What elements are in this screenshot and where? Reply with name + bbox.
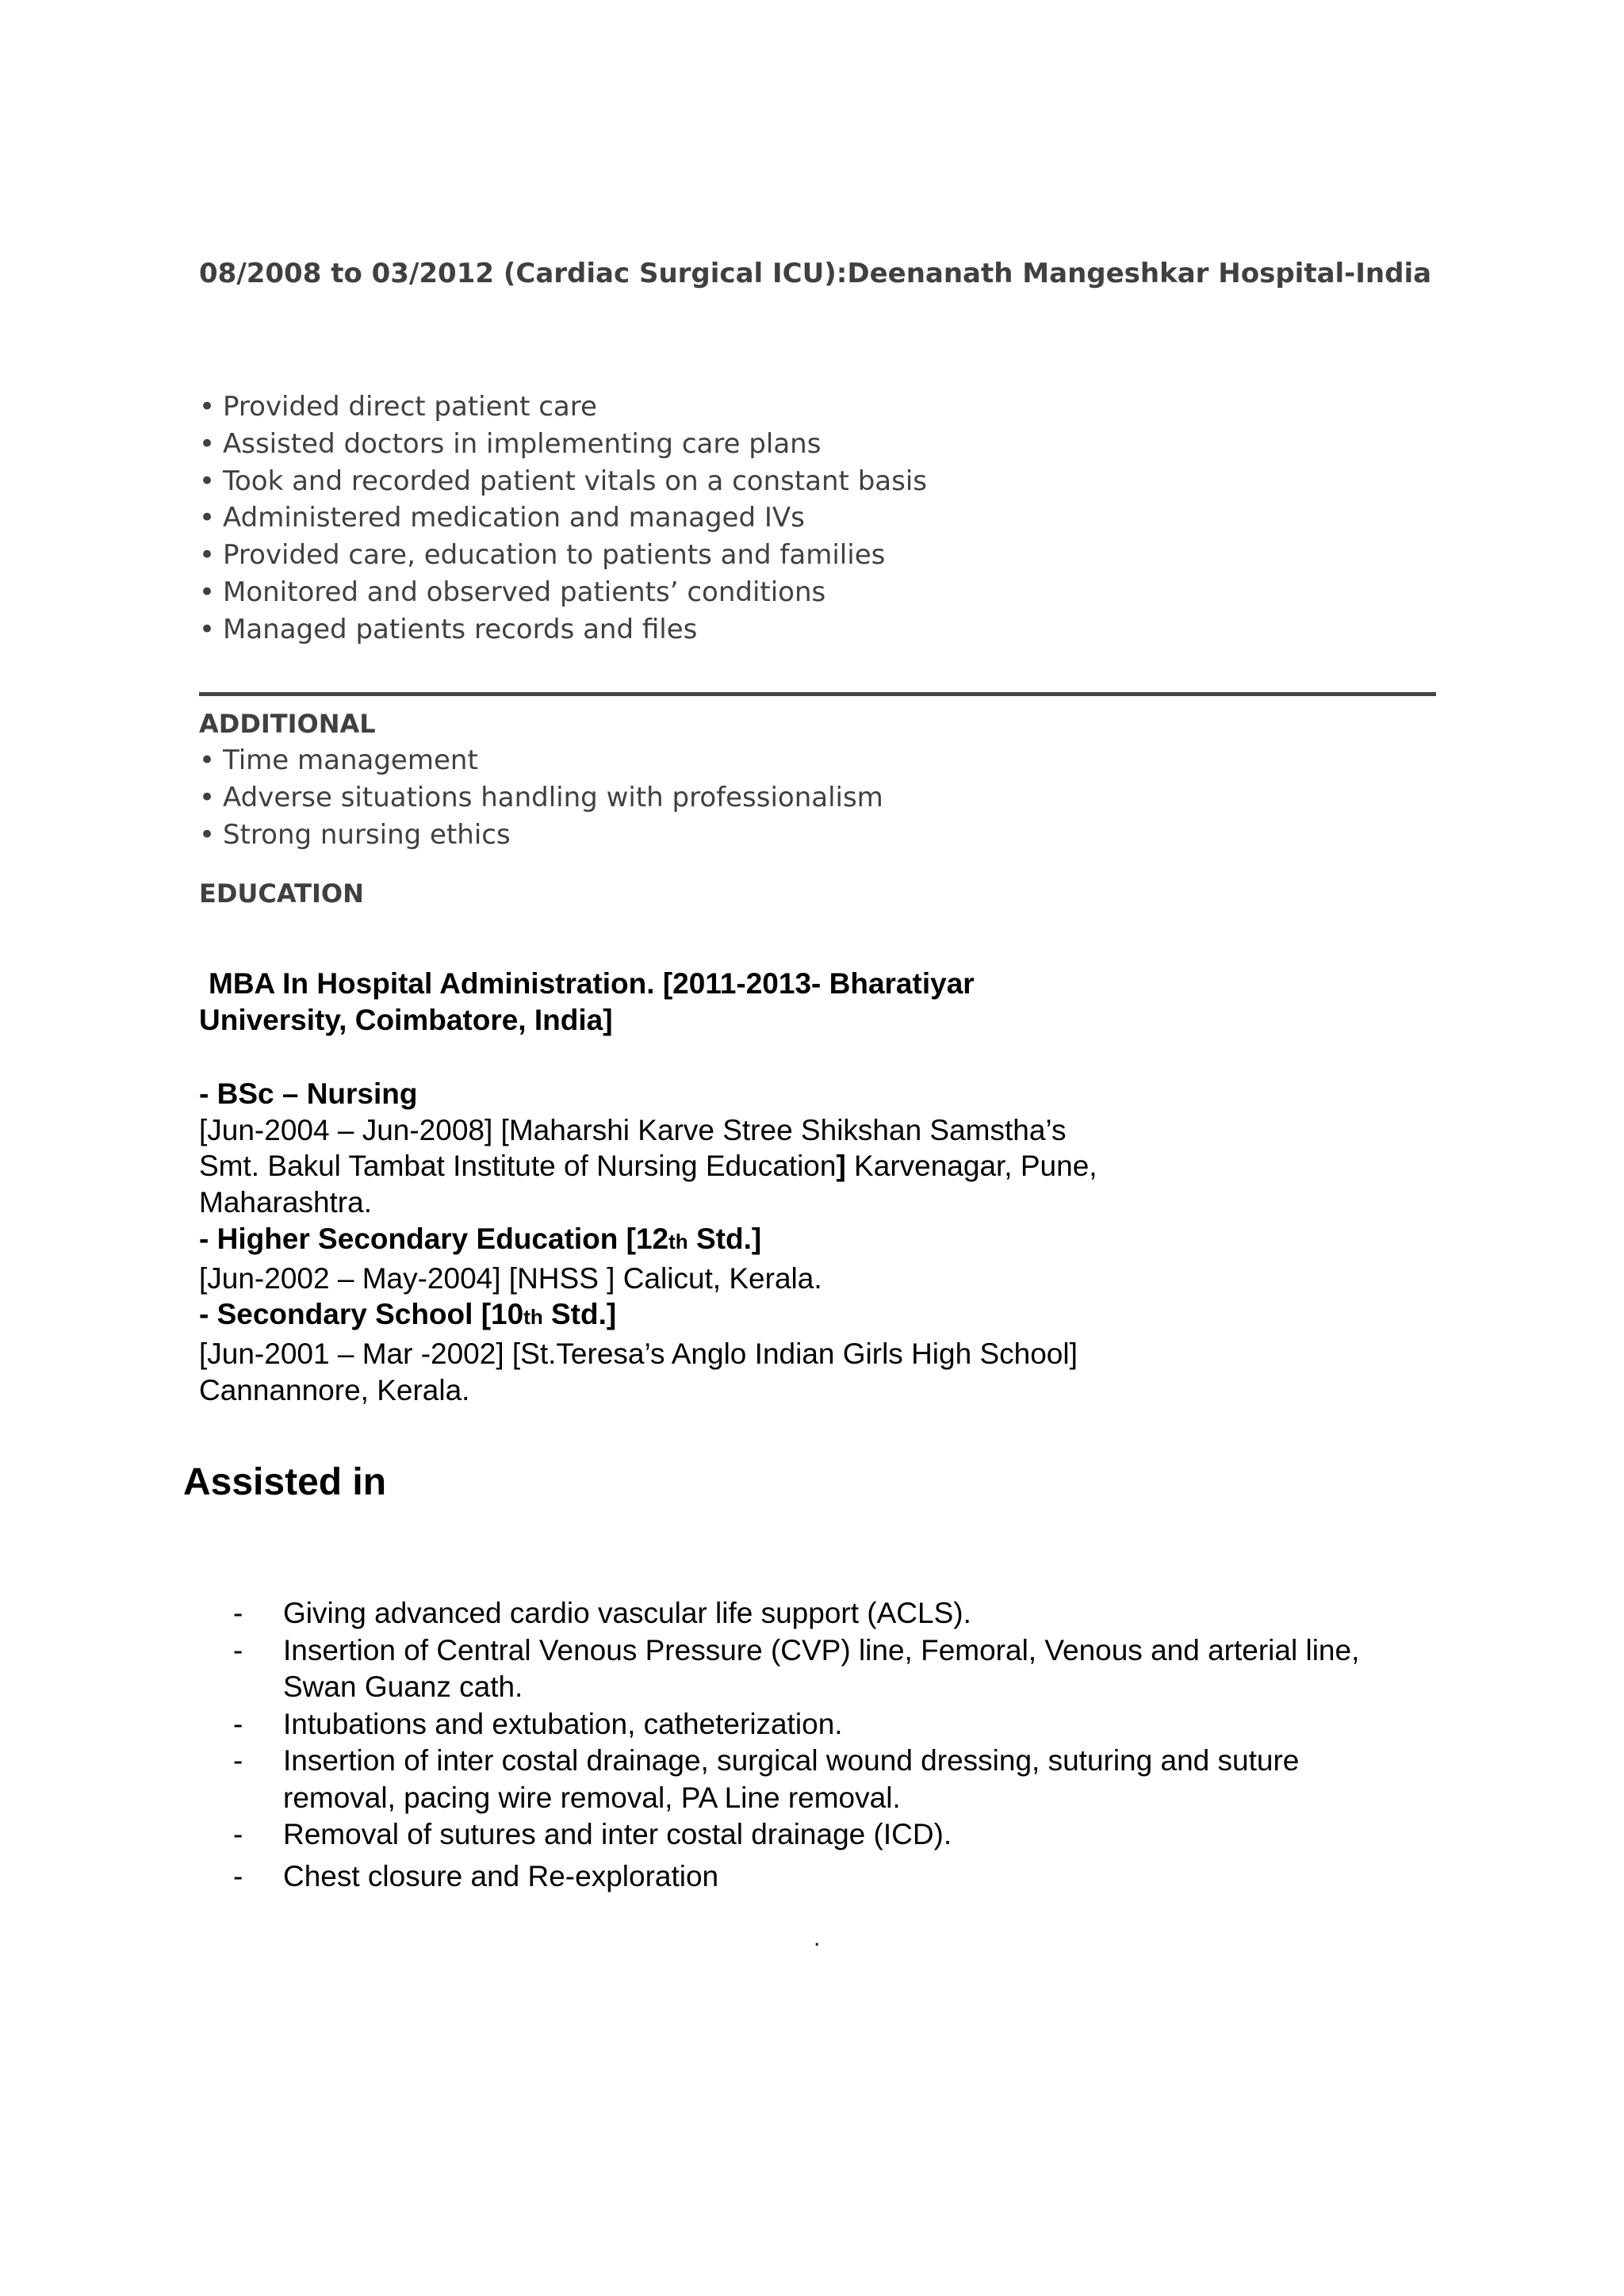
dash-marker: - — [233, 1818, 243, 1850]
bsc-line-1: [Jun-2004 – Jun-2008] [Maharshi Karve Stree Shikshan Samstha’s — [199, 1113, 1067, 1146]
assisted-item-text: Chest closure and Re-exploration — [283, 1859, 719, 1892]
assisted-item-text: Intubations and extubation, catheterization. — [283, 1707, 843, 1740]
assisted-item-text: Insertion of inter costal drainage, surgical wound dressing, suturing and suture — [283, 1744, 1300, 1777]
ss-title — [199, 1296, 1436, 1336]
ss-title-text: - Secondary School [10 — [199, 1298, 524, 1331]
additional-item: • Adverse situations handling with professionalism — [199, 779, 883, 817]
duty-item: • Monitored and observed patients’ conditions — [199, 574, 927, 611]
ss-line-1: [Jun-2001 – Mar -2002] [St.Teresa’s Anglo Indian Girls High School] — [199, 1337, 1078, 1370]
duty-item: • Took and recorded patient vitals on a constant basis — [199, 463, 927, 500]
dash-marker: - — [233, 1633, 243, 1667]
footer-dot: . — [814, 1925, 821, 1951]
duty-item: • Provided direct patient care — [199, 388, 927, 426]
dash-marker: - — [233, 1859, 243, 1892]
ss-title-suffix: th — [523, 1305, 543, 1330]
mba-line-2: University, Coimbatore, India] — [199, 1004, 613, 1036]
education-heading: EDUCATION — [199, 878, 364, 909]
assisted-item — [230, 1743, 1443, 1816]
duties-list — [199, 388, 927, 649]
bsc-location: Karvenagar, Pune, — [845, 1150, 1097, 1183]
bsc-line-3: Maharashtra. — [199, 1186, 372, 1219]
education-mba — [199, 966, 1436, 1039]
duty-item: • Managed patients records and files — [199, 611, 927, 649]
education-details — [199, 1076, 1436, 1408]
bsc-institute: Smt. Bakul Tambat Institute of Nursing Education — [199, 1150, 837, 1183]
ss-title-std: Std.] — [542, 1298, 617, 1331]
ss-line-2: Cannannore, Kerala. — [199, 1373, 470, 1406]
assisted-item — [230, 1706, 1443, 1743]
assisted-item-text-cont: Swan Guanz cath. — [283, 1670, 523, 1703]
duty-item: • Provided care, education to patients and families — [199, 537, 927, 574]
assisted-item — [230, 1858, 1443, 1896]
dash-marker: - — [233, 1744, 243, 1777]
duty-item: • Administered medication and managed IVs — [199, 499, 927, 537]
bsc-title: - BSc – Nursing — [199, 1077, 418, 1110]
hse-title — [199, 1221, 1436, 1261]
section-divider — [199, 692, 1436, 696]
assisted-item — [230, 1595, 1443, 1632]
additional-item: • Time management — [199, 742, 883, 779]
bsc-line-2 — [199, 1148, 1436, 1184]
assisted-item-text: Insertion of Central Venous Pressure (CVP) line, Femoral, Venous and arterial line, — [283, 1633, 1360, 1667]
hse-line: [Jun-2002 – May-2004] [NHSS ] Calicut, Kerala. — [199, 1261, 822, 1295]
assisted-heading: Assisted in — [183, 1461, 387, 1503]
assisted-list — [230, 1595, 1443, 1895]
assisted-item — [230, 1816, 1443, 1854]
experience-heading: 08/2008 to 03/2012 (Cardiac Surgical ICU):Deenanath Mangeshkar Hospital-India — [199, 258, 1432, 289]
dash-marker: - — [233, 1597, 243, 1629]
additional-item: • Strong nursing ethics — [199, 817, 883, 854]
mba-line-1: MBA In Hospital Administration. [2011-2013- Bharatiyar — [209, 967, 975, 1000]
bsc-bracket: ] — [836, 1150, 846, 1183]
assisted-item-text: Removal of sutures and inter costal drainage (ICD). — [283, 1818, 952, 1850]
hse-title-text: - Higher Secondary Education [12 — [199, 1222, 669, 1255]
assisted-item-text-cont: removal, pacing wire removal, PA Line removal. — [283, 1781, 901, 1814]
additional-list — [199, 742, 883, 853]
additional-heading: ADDITIONAL — [199, 709, 376, 739]
dash-marker: - — [233, 1707, 243, 1740]
hse-title-suffix: th — [668, 1229, 688, 1253]
duty-item: • Assisted doctors in implementing care plans — [199, 426, 927, 463]
assisted-item-text: Giving advanced cardio vascular life support (ACLS). — [283, 1597, 971, 1629]
assisted-item — [230, 1632, 1443, 1706]
hse-title-std: Std.] — [688, 1222, 762, 1255]
